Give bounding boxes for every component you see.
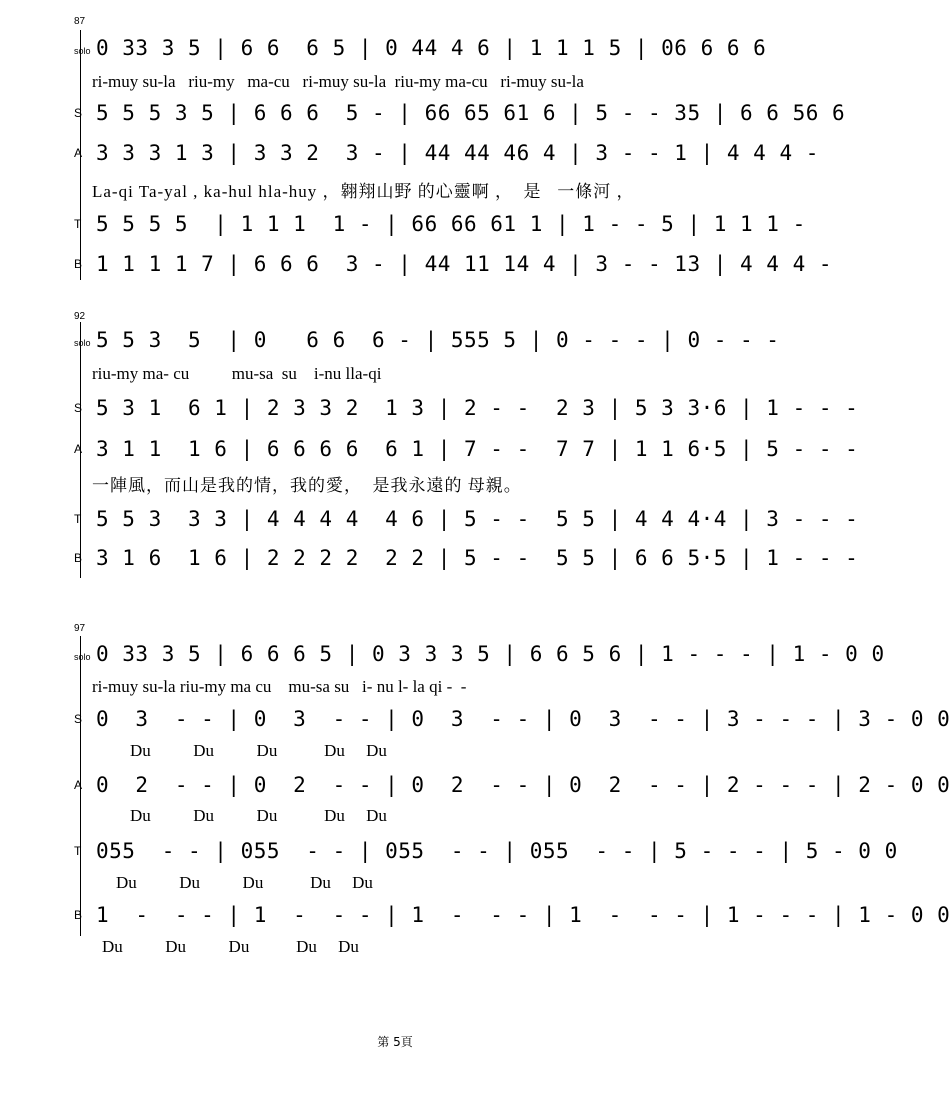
notes: 1 - - - | 1 - - - | 1 - - - | 1 - - - | 1 - - - | 1 - 0 0 — [96, 903, 950, 927]
voice-label: S — [74, 401, 83, 415]
voice-label: B — [74, 551, 83, 565]
solo-row — [0, 642, 885, 672]
bass-row — [0, 252, 833, 282]
notes: 3 1 6 1 6 | 2 2 2 2 2 2 | 5 - - 5 5 | 6 6 5·5 | 1 - - - — [96, 546, 859, 570]
voice-label: solo — [74, 46, 91, 56]
bass-row — [0, 546, 859, 576]
notes: 5 5 3 5 | 0 6 6 6 - | 555 5 | 0 - - - | 0 - - - — [96, 328, 780, 352]
voice-label: A — [74, 778, 83, 792]
lyric-line: ri-muy su-la riu-my ma-cu ri-muy su-la riu-my ma-cu ri-muy su-la — [92, 72, 584, 91]
soprano-row — [0, 101, 846, 131]
tenor-row — [0, 839, 898, 869]
measure-number: 92 — [74, 311, 86, 322]
voice-label: S — [74, 712, 83, 726]
voice-label: T — [74, 844, 82, 858]
lyric-line: Du Du Du Du Du — [130, 806, 387, 825]
notes: 055 - - | 055 - - | 055 - - | 055 - - | 5 - - - | 5 - 0 0 — [96, 839, 898, 863]
soprano-row — [0, 707, 950, 737]
measure-number: 97 — [74, 623, 86, 634]
notes: 1 1 1 1 7 | 6 6 6 3 - | 44 11 14 4 | 3 - - 13 | 4 4 4 - — [96, 252, 833, 276]
voice-label: T — [74, 512, 82, 526]
voice-label: S — [74, 106, 83, 120]
voice-label: B — [74, 257, 83, 271]
notes: 3 3 3 1 3 | 3 3 2 3 - | 44 44 46 4 | 3 - - 1 | 4 4 4 - — [96, 141, 819, 165]
voice-label: A — [74, 442, 83, 456]
voice-label: A — [74, 146, 83, 160]
measure-number: 87 — [74, 16, 86, 27]
notes: 3 1 1 1 6 | 6 6 6 6 6 1 | 7 - - 7 7 | 1 1 6·5 | 5 - - - — [96, 437, 859, 461]
lyric-line: Du Du Du Du Du — [130, 741, 387, 760]
soprano-row — [0, 396, 859, 426]
solo-row — [0, 328, 790, 358]
notes: 0 3 - - | 0 3 - - | 0 3 - - | 0 3 - - | 3 - - - | 3 - 0 0 — [96, 707, 950, 731]
alto-row — [0, 773, 950, 803]
lyric-line: La-qi Ta-yal , ka-hul hla-huy ，翱翔山野 的心靈啊 ， 是 一條河 ， — [92, 182, 635, 201]
tenor-row — [0, 507, 859, 537]
page-footer: 第 5頁 — [377, 1035, 413, 1049]
voice-label: B — [74, 908, 83, 922]
alto-row — [0, 437, 859, 467]
bass-row — [0, 903, 950, 933]
voice-label: T — [74, 217, 82, 231]
lyric-line: ri-muy su-la riu-my ma cu mu-sa su i- nu l- la qi - - — [92, 677, 467, 696]
notes: 0 33 3 5 | 6 6 6 5 | 0 44 4 6 | 1 1 1 5 | 06 6 6 6 — [96, 36, 767, 60]
lyric-line: Du Du Du Du Du — [102, 937, 359, 956]
notes: 5 5 3 3 3 | 4 4 4 4 4 6 | 5 - - 5 5 | 4 4 4·4 | 3 - - - — [96, 507, 859, 531]
solo-row — [0, 36, 790, 66]
notes: 5 3 1 6 1 | 2 3 3 2 1 3 | 2 - - 2 3 | 5 3 3·6 | 1 - - - — [96, 396, 859, 420]
lyric-line: Du Du Du Du Du — [116, 873, 373, 892]
notes: 0 2 - - | 0 2 - - | 0 2 - - | 0 2 - - | 2 - - - | 2 - 0 0 — [96, 773, 950, 797]
notes: 5 5 5 5 | 1 1 1 1 - | 66 66 61 1 | 1 - - 5 | 1 1 1 - — [96, 212, 806, 236]
notes: 5 5 5 3 5 | 6 6 6 5 - | 66 65 61 6 | 5 - - 35 | 6 6 56 6 — [96, 101, 846, 125]
tenor-row — [0, 212, 806, 242]
lyric-line: riu-my ma- cu mu-sa su i-nu lla-qi — [92, 364, 382, 383]
notes: 0 33 3 5 | 6 6 6 5 | 0 3 3 3 5 | 6 6 5 6 | 1 - - - | 1 - 0 0 — [96, 642, 885, 666]
voice-label: solo — [74, 652, 91, 662]
voice-label: solo — [74, 338, 91, 348]
alto-row — [0, 141, 819, 171]
lyric-line: 一陣風，而山是我的情，我的愛， 是我永遠的 母親。 — [92, 476, 522, 495]
